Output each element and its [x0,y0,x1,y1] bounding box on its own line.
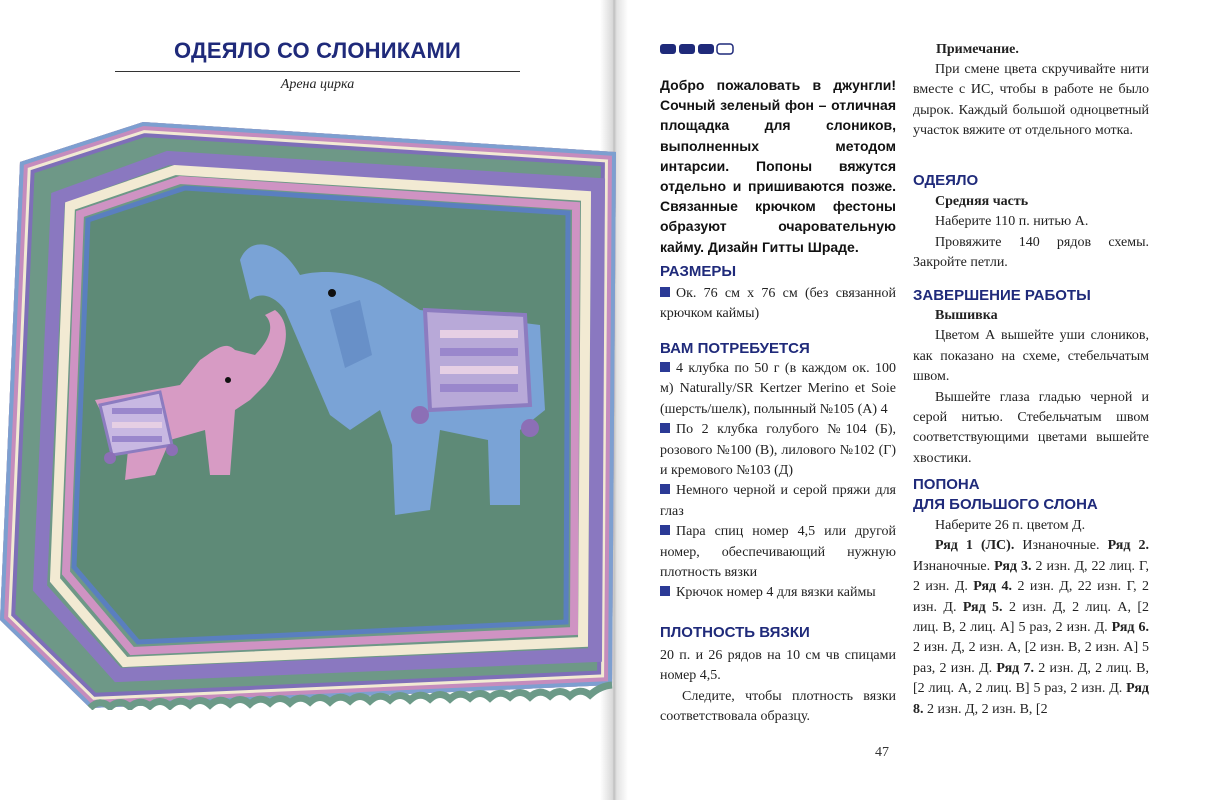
intro-paragraph: Добро пожаловать в джунгли! Сочный зеленый фон – отличная площадка для слоников, выполненных методом интарсии. Попоны вяжутся отдельно и пришиваются позже. Связанные крючком фестоны образуют очаровательную кайму. Дизайн Гитты Шраде. [660,77,896,255]
bullet-icon [660,423,670,433]
blanket-photo [0,110,630,710]
note-heading: Примечание. [936,42,1019,57]
small-elephant-eye [225,377,231,383]
cover-text: Наберите 26 п. цветом Д. Ряд 1 (ЛС). Изнаночные. Ряд 2. Изнаночные. Ряд 3. 2 изн. Д, 22 лиц. Г, 2 изн. Д. Ряд 4. 2 изн. Д, 22 изн. Г, 2 изн. Д. Ряд 5. 2 изн. Д, 2 лиц. А, [2 лиц. В, 2 лиц. А] 5 раз, 2 изн. Д. Ряд 6. 2 изн. Д, 2 изн. А, [2 изн. В, 2 изн. А] 5 раз, 2 изн. Д. Ряд 7. 2 изн. Д, 2 лиц. В, [2 лиц. А, 2 лиц. В] 5 раз, 2 изн. Д. Ряд 8. 2 изн. Д, 2 изн. В, [2 [913,518,1149,717]
difficulty-icon [660,42,740,56]
bullet-icon [660,287,670,297]
bullet-icon [660,586,670,596]
cover-heading-2: ДЛЯ БОЛЬШОГО СЛОНА [913,496,1098,513]
materials-heading: ВАМ ПОТРЕБУЕТСЯ [660,340,810,357]
page-title: ОДЕЯЛО СО СЛОНИКАМИ [173,38,462,63]
sizes-heading: РАЗМЕРЫ [660,263,737,280]
materials-list [660,359,896,604]
title-divider [115,71,520,72]
blanket-heading: ОДЕЯЛО [913,172,979,189]
bullet-icon [660,362,670,372]
list-item: Крючок номер 4 для вязки каймы [660,583,896,603]
cover-heading-1: ПОПОНА [913,476,980,493]
list-item: 4 клубка по 50 г (в каждом ок. 100 м) Naturally/SR Kertzer Merino et Soie (шерсть/шелк), полынный №105 (А) 4 [660,361,896,417]
finishing-heading: ЗАВЕРШЕНИЕ РАБОТЫ [913,287,1091,304]
bullet-icon [660,484,670,494]
list-item: Пара спиц номер 4,5 или другой номер, обеспечивающий нужную плотность вязки [660,524,896,581]
bullet-icon [660,525,670,535]
gauge-heading: ПЛОТНОСТЬ ВЯЗКИ [660,624,810,641]
page-subtitle: Арена цирка [280,77,355,92]
list-item: Немного черной и серой пряжи для глаз [660,483,896,519]
big-elephant-eye [328,289,336,297]
list-item: По 2 клубка голубого №104 (Б), розового №100 (В), лилового №102 (Г) и кремового №103 (Д) [660,422,896,479]
sizes-text: Ок. 76 см х 76 см (без связанной крючком каймы) [660,286,896,322]
page-number: 47 [875,745,889,760]
gauge-text: 20 п. и 26 рядов на 10 см чв спицами номер 4,5. Следите, чтобы плотность вязки соответствовала образцу. [660,648,896,725]
finishing-text: Вышивка Цветом А вышейте уши слоников, как показано на схеме, стебельчатым швом. Вышейте глаза гладью черной и серой нитью. Стебельчатым швом соответствующими цветами вышейте хвостики. [913,308,1149,466]
note-text: При смене цвета скручивайте нити вместе с ИС, чтобы в работе не было дырок. Каждый большой одноцветный участок вяжите от отдельного мотка. [913,62,1149,139]
blanket-text: Средняя часть Наберите 110 п. нитью А. Провяжите 140 рядов схемы. Закройте петли. [913,194,1149,271]
